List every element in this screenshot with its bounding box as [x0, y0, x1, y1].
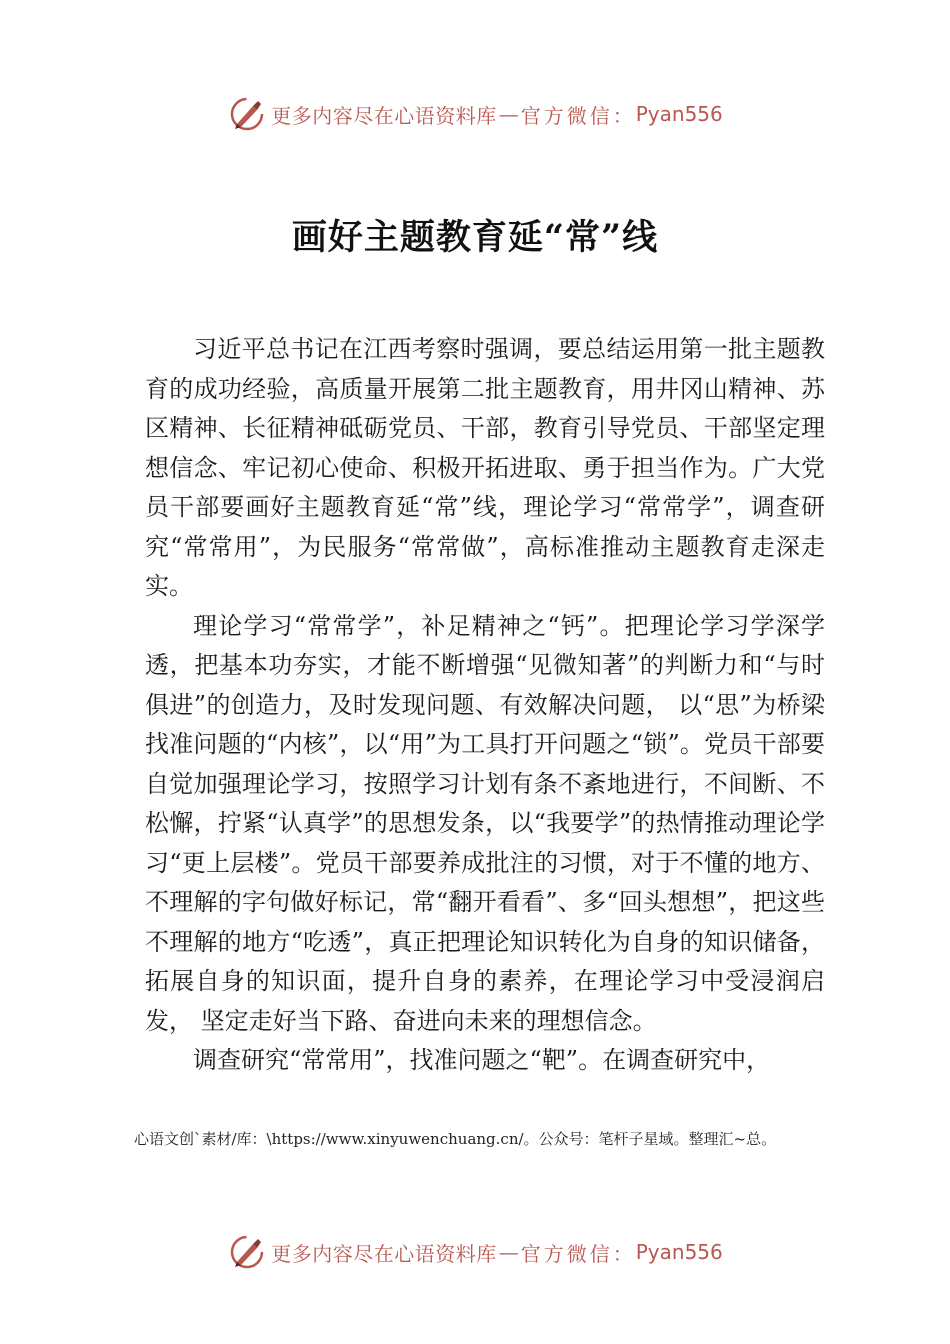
wechat-label: 官方微信：	[520, 1241, 636, 1266]
wechat-id: Pyan556	[635, 1240, 723, 1264]
document-title: 画好主题教育延“常”线	[291, 217, 659, 258]
banner-separator: —	[498, 102, 519, 126]
paragraph-1: 习近平总书记在江西考察时强调，要总结运用第一批主题教育的成功经验，高质量开展第二批主题教育，用井冈山精神、苏区精神、长征精神砥砺党员、干部，教育引导党员、干部坚定理想信念、牢记初心使命、积极开拓进取、勇于担当作为。广大党员干部要画好主题教育延“常”线，理论学习“常常学”，调查研究“常常用”，为民服务“常常做”，高标准推动主题教育走深走实。	[145, 335, 825, 600]
header-banner	[0, 94, 950, 134]
banner-text: 更多内容尽在心语资料库	[271, 1241, 497, 1266]
pen-logo-icon	[227, 1232, 267, 1272]
paragraph-2: 理论学习“常常学”，补足精神之“钙”。把理论学习学深学透，把基本功夯实，才能不断增强“见微知著”的判断力和“与时俱进”的创造力，及时发现问题、有效解决问题， 以“思”为桥梁找准问题的“内核”，以“用”为工具打开问题之“锁”。党员干部要自觉加强理论学习，按照学习计划有条不紊地进行，不间断、不松懈，拧紧“认真学”的思想发条，以“我要学”的热情推动理论学习“更上层楼”。党员干部要养成批注的习惯，对于不懂的地方、不理解的字句做好标记，常“翻开看看”、多“回头想想”，把这些不理解的地方“吃透”，真正把理论知识转化为自身的知识储备，拓展自身的知识面，提升自身的素养，在理论学习中受浸润启发， 坚定走好当下路、奋进向未来的理想信念。	[145, 611, 825, 1035]
document-body	[145, 330, 825, 1081]
paragraph-3: 调查研究“常常用”，找准问题之“靶”。在调查研究中，	[193, 1046, 771, 1074]
banner-text: 更多内容尽在心语资料库	[271, 103, 497, 128]
footer-note: 心语文创`素材/库：\https://www.xinyuwenchuang.cn/。公众号：笔杆子星域。整理汇~总。	[134, 1130, 777, 1148]
footer-banner	[0, 1232, 950, 1272]
wechat-id: Pyan556	[635, 102, 723, 126]
banner-separator: —	[498, 1240, 519, 1264]
wechat-label: 官方微信：	[520, 103, 636, 128]
pen-logo-icon	[227, 94, 267, 134]
